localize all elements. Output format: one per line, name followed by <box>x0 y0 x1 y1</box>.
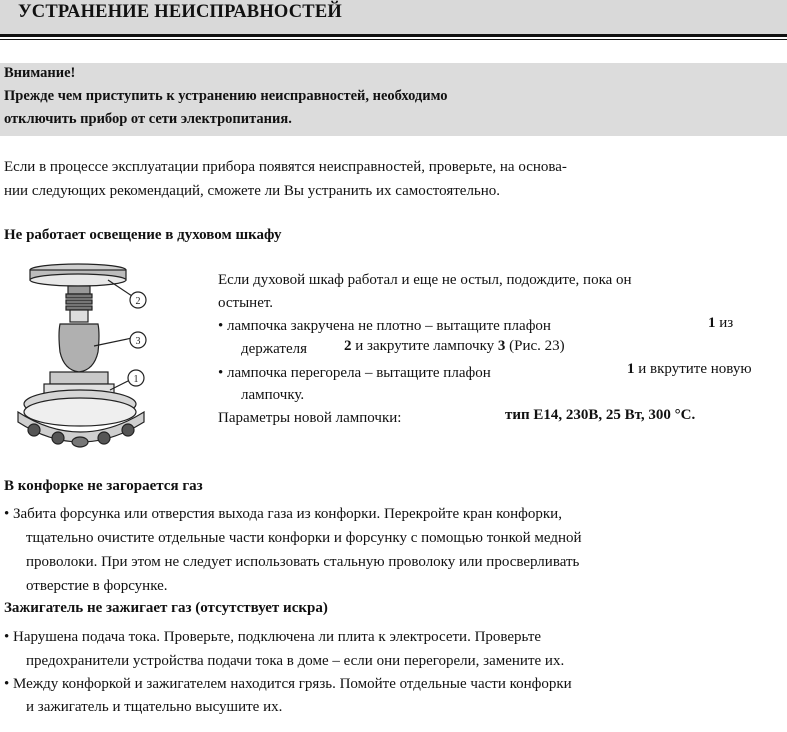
light-bullet-1-ref-1: 1 из <box>708 315 734 331</box>
light-bullet-1-line-2: держателя <box>241 341 308 357</box>
figure-label-3: 3 <box>135 336 141 347</box>
light-para-line-2: остынет. <box>218 295 274 311</box>
lamp-params-label: Параметры новой лампочки: <box>218 410 402 426</box>
heading-oven-light: Не работает освещение в духовом шкафу <box>4 227 282 243</box>
lamp-illustration <box>18 264 146 447</box>
light-bullet-2-ref-1: 1 и вкрутите новую <box>627 361 752 377</box>
burner-line-4: отверстие в форсунке. <box>26 578 168 594</box>
igniter-bullet-1-line-1: • Нарушена подача тока. Проверьте, подключена ли плита к электросети. Проверьте <box>4 629 542 645</box>
intro-line-1: Если в процессе эксплуатации прибора появятся неисправностей, проверьте, на основа- <box>4 159 567 175</box>
intro-line-2: нии следующих рекомендаций, сможете ли Вы устранить их самостоятельно. <box>4 183 501 199</box>
warning-text-line-1: Прежде чем приступить к устранению неисправностей, необходимо <box>4 88 448 104</box>
igniter-bullet-2-line-2: и зажигатель и тщательно высушите их. <box>26 699 283 715</box>
page-title: УСТРАНЕНИЕ НЕИСПРАВНОСТЕЙ <box>18 2 342 22</box>
figure-label-2: 2 <box>135 296 141 307</box>
igniter-bullet-1-line-2: предохранители устройства подачи тока в доме – если они перегорели, замените их. <box>26 653 565 669</box>
heading-burner-no-gas: В конфорке не загорается газ <box>4 478 203 494</box>
burner-line-2: тщательно очистите отдельные части конфорки и форсунку с помощью тонкой медной <box>26 530 582 546</box>
heading-igniter-no-spark: Зажигатель не зажигает газ (отсутствует искра) <box>4 600 328 616</box>
burner-line-3: проволоки. При этом не следует использовать стальную проволоку или просверливать <box>26 554 580 570</box>
lamp-params-value: тип Е14, 230В, 25 Вт, 300 °С. <box>505 407 696 423</box>
light-bullet-2-line-1: • лампочка перегорела – вытащите плафон <box>218 365 491 381</box>
figure-label-1: 1 <box>133 374 139 385</box>
burner-line-1: • Забита форсунка или отверстия выхода газа из конфорки. Перекройте кран конфорки, <box>4 506 562 522</box>
light-bullet-2-line-2: лампочку. <box>241 387 305 403</box>
light-para-line-1: Если духовой шкаф работал и еще не остыл, подождите, пока он <box>218 272 632 288</box>
light-bullet-1-ref-2: 2 и закрутите лампочку 3 (Рис. 23) <box>344 338 565 354</box>
title-rule-thick <box>0 34 787 37</box>
title-rule-thin <box>0 39 787 40</box>
warning-title: Внимание! <box>4 65 76 81</box>
warning-text-line-2: отключить прибор от сети электропитания. <box>4 111 292 127</box>
igniter-bullet-2-line-1: • Между конфоркой и зажигателем находится грязь. Помойте отдельные части конфорки <box>4 676 572 692</box>
lamp-diagram <box>8 262 178 458</box>
light-bullet-1-line-1: • лампочка закручена не плотно – вытащите плафон <box>218 318 551 334</box>
